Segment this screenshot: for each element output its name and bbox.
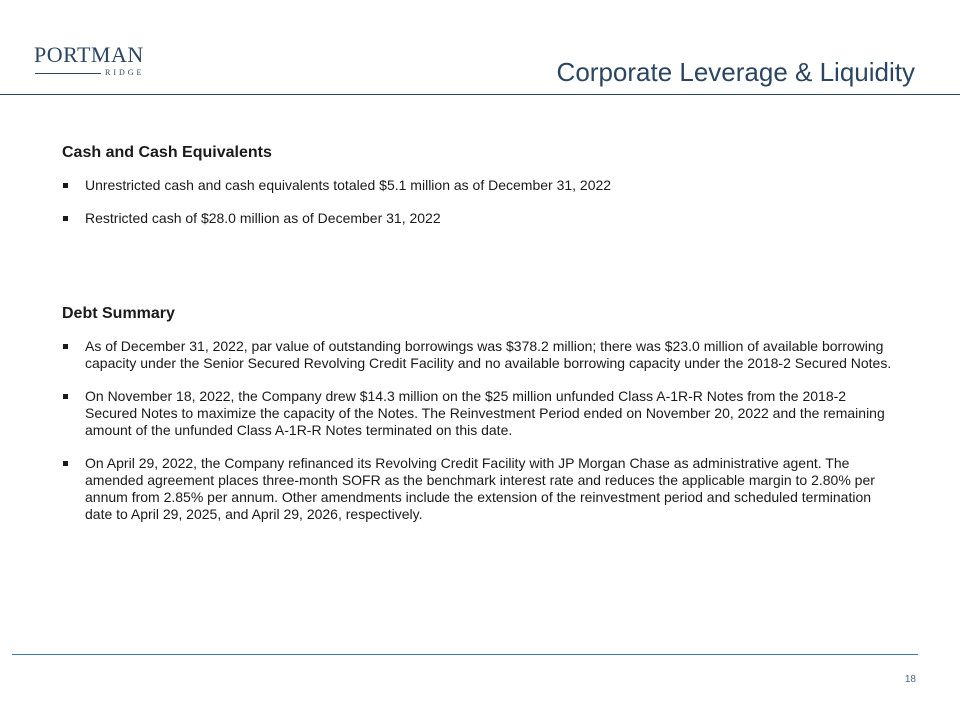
- cash-heading: Cash and Cash Equivalents: [62, 144, 272, 161]
- square-bullet-icon: [63, 344, 68, 349]
- debt-section: [62, 304, 902, 539]
- square-bullet-icon: [63, 216, 68, 221]
- debt-bullet-class-notes: [62, 388, 902, 439]
- footer-divider: [12, 654, 918, 655]
- square-bullet-icon: [63, 183, 68, 188]
- logo-wordmark: PORTMAN: [34, 42, 144, 67]
- logo-subtext: RIDGE: [105, 68, 145, 77]
- cash-bullet-list: [62, 177, 902, 227]
- page-title: Corporate Leverage & Liquidity: [556, 57, 915, 87]
- debt-heading: Debt Summary: [62, 305, 175, 322]
- debt-bullet-borrowings: [62, 338, 902, 372]
- bullet-text: As of December 31, 2022, par value of outstanding borrowings was $378.2 million; there was $23.0 million of available borrowing capacity under the Senior Secured Revolving Credit Facility and no available borrowing capacity under the 2018-2 Secured Notes.: [85, 338, 892, 371]
- portman-ridge-logo: [34, 44, 154, 80]
- bullet-text: On April 29, 2022, the Company refinanced its Revolving Credit Facility with JP Morgan Chase as administrative agent. The amended agreement places three-month SOFR as the benchmark interest rate and reduces the applicable margin to 2.80% per annum from 2.85% per annum. Other amendments include the extension of the reinvestment period and scheduled termination date to April 29, 2025, and April 29, 2026, respectively.: [85, 455, 875, 522]
- bullet-text: Unrestricted cash and cash equivalents totaled $5.1 million as of December 31, 2022: [85, 177, 612, 193]
- debt-bullet-list: [62, 338, 902, 523]
- cash-section: [62, 143, 902, 243]
- square-bullet-icon: [63, 394, 68, 399]
- header-divider: [0, 94, 960, 95]
- cash-bullet-unrestricted: [62, 177, 902, 194]
- bullet-text: Restricted cash of $28.0 million as of December 31, 2022: [85, 210, 441, 226]
- debt-bullet-refinancing: [62, 455, 902, 523]
- page-number: 18: [904, 674, 916, 685]
- cash-bullet-restricted: [62, 210, 902, 227]
- logo-rule: [35, 73, 101, 74]
- square-bullet-icon: [63, 461, 68, 466]
- logo-subline: [34, 67, 154, 79]
- bullet-text: On November 18, 2022, the Company drew $14.3 million on the $25 million unfunded Class A-1R-R Notes from the 2018-2 Secured Notes to maximize the capacity of the Notes. The Reinvestment Period ended on November 20, 2022 and the remaining amount of the unfunded Class A-1R-R Notes terminated on this date.: [85, 388, 885, 438]
